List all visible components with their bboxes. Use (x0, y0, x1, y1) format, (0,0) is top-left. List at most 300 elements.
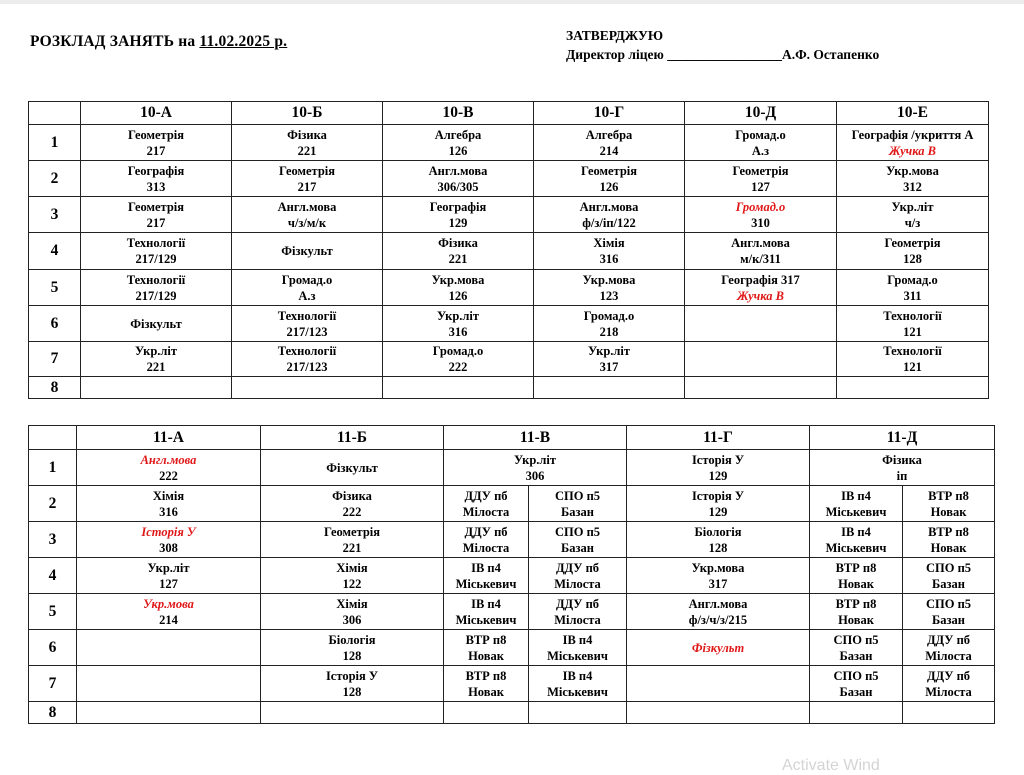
lesson-text: 217/129 (135, 288, 177, 303)
lesson-text: СПО п5 (925, 560, 972, 575)
lesson-text: Громад.о (735, 127, 786, 142)
lesson-text: ІВ п4 (471, 596, 501, 611)
lesson-text: Громад.о (735, 199, 786, 214)
lesson-cell (529, 522, 627, 558)
page-top-border (0, 0, 1024, 4)
lesson-cell (77, 522, 261, 558)
lesson-text: Хімія (336, 560, 368, 575)
lesson-cell (261, 450, 444, 486)
lesson-cell (903, 522, 995, 558)
lesson-text: Громад.о (432, 344, 484, 358)
lesson-text: Новак (930, 540, 967, 555)
lesson-text: ВТР п8 (465, 668, 507, 683)
lesson-row (29, 270, 989, 306)
lesson-text: Новак (838, 576, 874, 591)
lesson-text: Географія (429, 199, 487, 214)
lesson-cell (444, 594, 529, 630)
lesson-cell (627, 666, 810, 702)
lesson-cell (77, 486, 261, 522)
lesson-cell (810, 594, 903, 630)
lesson-text: 217 (297, 179, 317, 194)
lesson-cell (232, 342, 383, 377)
lesson-cell (685, 125, 837, 161)
lesson-text: Технології (277, 344, 337, 358)
lesson-text: Укр.літ (134, 344, 178, 358)
lesson-cell (444, 558, 529, 594)
lesson-text: 217/123 (286, 324, 328, 339)
lesson-text: 126 (599, 179, 619, 194)
lesson-text: ІВ п4 (471, 560, 501, 575)
lesson-text: Географія 317 (721, 272, 800, 287)
lesson-number-cell: 6 (29, 630, 77, 666)
lesson-cell (627, 486, 810, 522)
lesson-text: Геометрія (732, 163, 789, 178)
lesson-cell (837, 342, 989, 377)
lesson-cell (261, 522, 444, 558)
lesson-text: Алгебра (434, 127, 482, 142)
lesson-cell (383, 306, 534, 342)
lesson-row (29, 197, 989, 233)
lesson-number-cell: 2 (29, 486, 77, 522)
lesson-text: Геометрія (323, 524, 381, 539)
lesson-cell (685, 270, 837, 306)
page-title (30, 33, 287, 51)
lesson-number-cell: 4 (29, 233, 81, 270)
lesson-cell (261, 486, 444, 522)
lesson-cell (837, 197, 989, 233)
lesson-cell (810, 558, 903, 594)
lesson-text: Новак (838, 612, 874, 627)
lesson-text: Біологія (328, 632, 376, 647)
lesson-cell (534, 197, 685, 233)
lesson-cell (81, 306, 232, 342)
lesson-text: 217 (146, 215, 166, 230)
class-header-cell: 10-Б (232, 102, 383, 125)
lesson-cell (383, 377, 534, 399)
lesson-text: Геометрія (127, 127, 185, 142)
lesson-text: 214 (159, 612, 178, 627)
lesson-text: 316 (448, 324, 468, 339)
lesson-text: Міськевич (455, 612, 517, 627)
lesson-row (29, 377, 989, 399)
lesson-row (29, 522, 995, 558)
lesson-cell (529, 594, 627, 630)
lesson-text: ДДУ пб (464, 488, 508, 503)
lesson-cell (903, 594, 995, 630)
lesson-text: Фізика (882, 452, 922, 467)
lesson-text: ВТР п8 (835, 560, 877, 575)
class-header-cell: 11-Д (810, 426, 995, 450)
lesson-text: Хімія (593, 236, 625, 250)
lesson-text: СПО п5 (833, 668, 879, 683)
lesson-text: ІВ п4 (841, 524, 871, 539)
lesson-text: ВТР п8 (465, 632, 507, 647)
lesson-text: 128 (708, 540, 728, 555)
lesson-cell (232, 233, 383, 270)
lesson-cell (627, 558, 810, 594)
lesson-text: Міськевич (825, 540, 887, 555)
lesson-cell (77, 558, 261, 594)
lesson-text: Географія /укриття А (851, 127, 974, 142)
lesson-cell (232, 125, 383, 161)
lesson-text: м/к/311 (740, 252, 781, 266)
lesson-cell (77, 450, 261, 486)
lesson-text: 121 (903, 324, 922, 339)
lesson-cell (903, 666, 995, 702)
lesson-text: 123 (599, 288, 619, 303)
lesson-row (29, 558, 995, 594)
lesson-number-cell: 1 (29, 450, 77, 486)
lesson-cell (444, 486, 529, 522)
lesson-cell (837, 270, 989, 306)
lesson-text: Англ.мова (731, 236, 790, 250)
lesson-cell (685, 377, 837, 399)
schedule-table-grade-10 (28, 101, 989, 399)
lesson-cell (810, 486, 903, 522)
lesson-text: Історія У (691, 488, 745, 503)
lesson-text: ф/з/іп/122 (582, 215, 636, 230)
lesson-text: 310 (751, 215, 770, 230)
lesson-text: Геометрія (278, 163, 336, 178)
lesson-text: 217 (146, 143, 166, 158)
lesson-cell (685, 233, 837, 270)
lesson-text: ВТР п8 (835, 596, 877, 611)
lesson-text: Укр.мова (691, 560, 745, 575)
lesson-text: Англ.мова (579, 199, 639, 214)
lesson-text: Фізкульт (691, 640, 745, 655)
lesson-cell (903, 630, 995, 666)
lesson-text: Географія (127, 163, 185, 178)
lesson-cell (534, 270, 685, 306)
lesson-text: 217/129 (135, 252, 177, 266)
lesson-cell (627, 702, 810, 724)
lesson-text: Фізика (332, 488, 372, 503)
lesson-cell (383, 233, 534, 270)
lesson-text: 311 (903, 288, 922, 303)
lesson-cell (810, 630, 903, 666)
lesson-row (29, 630, 995, 666)
lesson-text: 129 (708, 468, 728, 483)
lesson-text: Фізкульт (326, 460, 378, 475)
lesson-text: ч/з (904, 215, 921, 230)
lesson-text: ДДУ пб (555, 596, 600, 611)
lesson-text: Технології (883, 344, 942, 358)
lesson-text: Алгебра (585, 127, 633, 142)
lesson-text: Англ.мова (140, 452, 197, 467)
lesson-cell (383, 161, 534, 197)
header-corner-cell (29, 102, 81, 125)
lesson-number-cell: 6 (29, 306, 81, 342)
lesson-cell (903, 558, 995, 594)
lesson-text: ДДУ пб (555, 560, 600, 575)
lesson-number-cell: 2 (29, 161, 81, 197)
approval-signature-line: Директор ліцею _________________А.Ф. Остапенко (566, 47, 880, 62)
lesson-text: СПО п5 (925, 596, 972, 611)
lesson-text: ВТР п8 (928, 524, 969, 539)
lesson-text: Базан (839, 648, 873, 663)
lesson-cell (685, 342, 837, 377)
lesson-text: 306/305 (437, 179, 479, 194)
lesson-row (29, 666, 995, 702)
lesson-text: Громад.о (583, 308, 635, 323)
approval-block (566, 26, 879, 64)
lesson-text: 317 (708, 576, 728, 591)
lesson-text: 128 (903, 252, 922, 266)
lesson-text: 222 (159, 468, 178, 483)
lesson-cell (810, 450, 995, 486)
lesson-cell (77, 702, 261, 724)
lesson-text: Хімія (336, 596, 368, 611)
lesson-text: Базан (932, 612, 965, 627)
lesson-text: Фізика (438, 236, 478, 250)
lesson-cell (534, 377, 685, 399)
lesson-number-cell: 3 (29, 522, 77, 558)
lesson-cell (261, 558, 444, 594)
lesson-cell (81, 342, 232, 377)
class-header-cell: 11-В (444, 426, 627, 450)
lesson-text: Технології (126, 236, 186, 250)
lesson-row (29, 306, 989, 342)
lesson-number-cell: 3 (29, 197, 81, 233)
lesson-text: ВТР п8 (928, 488, 969, 503)
class-header-cell: 11-Г (627, 426, 810, 450)
lesson-text: ДДУ пб (464, 524, 508, 539)
lesson-text: Громад.о (887, 272, 938, 287)
lesson-text: Громад.о (281, 272, 333, 287)
lesson-text: 222 (448, 360, 468, 374)
lesson-cell (383, 342, 534, 377)
lesson-cell (534, 306, 685, 342)
lesson-cell (232, 161, 383, 197)
lesson-cell (444, 630, 529, 666)
lesson-text: ІВ п4 (562, 668, 593, 683)
lesson-text: Геометрія (127, 199, 185, 214)
lesson-text: Фізика (287, 127, 327, 142)
lesson-text: Англ.мова (688, 596, 748, 611)
approval-heading: ЗАТВЕРДЖУЮ (566, 28, 664, 43)
lesson-cell (77, 630, 261, 666)
lesson-text: 316 (159, 504, 178, 519)
lesson-cell (627, 522, 810, 558)
lesson-text: Укр.літ (436, 308, 480, 323)
lesson-text: Технології (126, 272, 186, 287)
lesson-text: 127 (159, 576, 178, 591)
lesson-cell (261, 702, 444, 724)
lesson-text: 221 (448, 252, 468, 266)
lesson-cell (529, 486, 627, 522)
lesson-text: 126 (448, 288, 468, 303)
lesson-row (29, 702, 995, 724)
lesson-cell (685, 306, 837, 342)
lesson-cell (534, 125, 685, 161)
lesson-row (29, 594, 995, 630)
lesson-text: ІВ п4 (562, 632, 593, 647)
lesson-text: 221 (342, 540, 362, 555)
lesson-text: Історія У (691, 452, 745, 467)
lesson-cell (81, 125, 232, 161)
lesson-text: 122 (342, 576, 362, 591)
lesson-text: Міськевич (455, 576, 517, 591)
lesson-text: Геометрія (884, 236, 941, 250)
lesson-text: ДДУ пб (926, 632, 971, 647)
lesson-text: 129 (448, 215, 468, 230)
lesson-cell (529, 630, 627, 666)
lesson-text: СПО п5 (554, 488, 601, 503)
lesson-text: Фізкульт (130, 316, 182, 331)
lesson-cell (534, 161, 685, 197)
lesson-cell (529, 702, 627, 724)
lesson-cell (232, 197, 383, 233)
lesson-text: ч/з/м/к (287, 215, 327, 230)
lesson-text: Новак (468, 648, 504, 663)
lesson-text: Укр.мова (143, 596, 194, 611)
title-prefix: РОЗКЛАД ЗАНЯТЬ на (30, 33, 200, 50)
lesson-text: 222 (342, 504, 362, 519)
lesson-cell (444, 666, 529, 702)
lesson-cell (627, 594, 810, 630)
lesson-text: Міськевич (547, 684, 608, 699)
lesson-text: Жучка В (737, 288, 784, 303)
lesson-row (29, 125, 989, 161)
lesson-cell (383, 125, 534, 161)
class-header-cell: 10-Д (685, 102, 837, 125)
lesson-cell (903, 702, 995, 724)
lesson-cell (81, 197, 232, 233)
lesson-cell (685, 197, 837, 233)
lesson-text: ДДУ пб (926, 668, 971, 683)
schedule-table-grade-11 (28, 425, 995, 724)
lesson-text: Англ.мова (428, 163, 488, 178)
lesson-text: А.з (298, 288, 316, 303)
lesson-cell (810, 666, 903, 702)
lesson-text: Мілоста (925, 684, 972, 699)
lesson-cell (77, 666, 261, 702)
header-corner-cell (29, 426, 77, 450)
lesson-text: 312 (903, 179, 922, 194)
lesson-text: Англ.мова (277, 199, 337, 214)
lesson-text: Технології (277, 308, 337, 323)
lesson-text: 313 (146, 179, 166, 194)
lesson-cell (383, 270, 534, 306)
lesson-cell (810, 522, 903, 558)
lesson-cell (529, 666, 627, 702)
lesson-text: Укр.мова (431, 272, 485, 287)
lesson-cell (77, 594, 261, 630)
lesson-cell (232, 377, 383, 399)
lesson-text: Базан (561, 540, 594, 555)
lesson-text: Базан (932, 576, 965, 591)
lesson-text: Укр.літ (891, 199, 934, 214)
lesson-row (29, 450, 995, 486)
class-header-cell: 10-Г (534, 102, 685, 125)
lesson-cell (837, 306, 989, 342)
lesson-cell (627, 450, 810, 486)
lesson-number-cell: 8 (29, 702, 77, 724)
lesson-text: ІВ п4 (841, 488, 871, 503)
lesson-text: Жучка В (889, 143, 936, 158)
class-header-cell: 11-А (77, 426, 261, 450)
lesson-cell (444, 702, 529, 724)
lesson-text: 121 (903, 360, 922, 374)
lesson-text: Базан (561, 504, 594, 519)
lesson-text: СПО п5 (554, 524, 601, 539)
lesson-text: Мілоста (462, 540, 510, 555)
class-header-cell: 10-Е (837, 102, 989, 125)
lesson-text: Мілоста (554, 612, 601, 627)
lesson-cell (837, 161, 989, 197)
class-header-cell: 10-В (383, 102, 534, 125)
lesson-cell (81, 270, 232, 306)
lesson-cell (627, 630, 810, 666)
lesson-cell (837, 377, 989, 399)
lesson-text: 221 (297, 143, 317, 158)
lesson-cell (81, 161, 232, 197)
lesson-cell (903, 486, 995, 522)
lesson-text: Мілоста (925, 648, 972, 663)
lesson-text: 306 (525, 468, 545, 483)
lesson-text: 214 (599, 143, 619, 158)
lesson-text: Мілоста (462, 504, 510, 519)
lesson-text: 129 (708, 504, 728, 519)
lesson-text: іп (896, 468, 908, 483)
lesson-text: Мілоста (554, 576, 601, 591)
os-activation-watermark: Activate Wind (782, 757, 880, 774)
lesson-cell (232, 306, 383, 342)
title-date: 11.02.2025 р. (199, 33, 288, 50)
lesson-cell (383, 197, 534, 233)
lesson-text: 317 (599, 360, 619, 374)
lesson-text: Геометрія (580, 163, 638, 178)
lesson-text: Біологія (694, 524, 742, 539)
lesson-cell (837, 233, 989, 270)
lesson-row (29, 233, 989, 270)
lesson-text: А.з (751, 143, 770, 158)
lesson-cell (261, 666, 444, 702)
lesson-text: ф/з/ч/з/215 (688, 612, 748, 627)
class-header-cell: 10-А (81, 102, 232, 125)
lesson-text: 126 (448, 143, 468, 158)
lesson-cell (685, 161, 837, 197)
lesson-text: Технології (883, 308, 942, 323)
lesson-text: Укр.літ (513, 452, 557, 467)
lesson-text: Історія У (325, 668, 379, 683)
lesson-cell (529, 558, 627, 594)
lesson-text: Міськевич (547, 648, 608, 663)
lesson-text: 127 (751, 179, 770, 194)
lesson-cell (837, 125, 989, 161)
lesson-number-cell: 5 (29, 594, 77, 630)
lesson-cell (534, 233, 685, 270)
lesson-number-cell: 4 (29, 558, 77, 594)
lesson-text: 128 (342, 648, 362, 663)
lesson-row (29, 486, 995, 522)
lesson-cell (444, 522, 529, 558)
lesson-text: Укр.мова (886, 163, 939, 178)
lesson-cell (810, 702, 903, 724)
lesson-row (29, 161, 989, 197)
lesson-cell (232, 270, 383, 306)
lesson-cell (81, 233, 232, 270)
lesson-text: Міськевич (825, 504, 887, 519)
lesson-text: Новак (468, 684, 504, 699)
lesson-cell (534, 342, 685, 377)
class-header-cell: 11-Б (261, 426, 444, 450)
lesson-number-cell: 1 (29, 125, 81, 161)
lesson-cell (261, 630, 444, 666)
lesson-text: 306 (342, 612, 362, 627)
lesson-cell (261, 594, 444, 630)
lesson-text: СПО п5 (833, 632, 879, 647)
